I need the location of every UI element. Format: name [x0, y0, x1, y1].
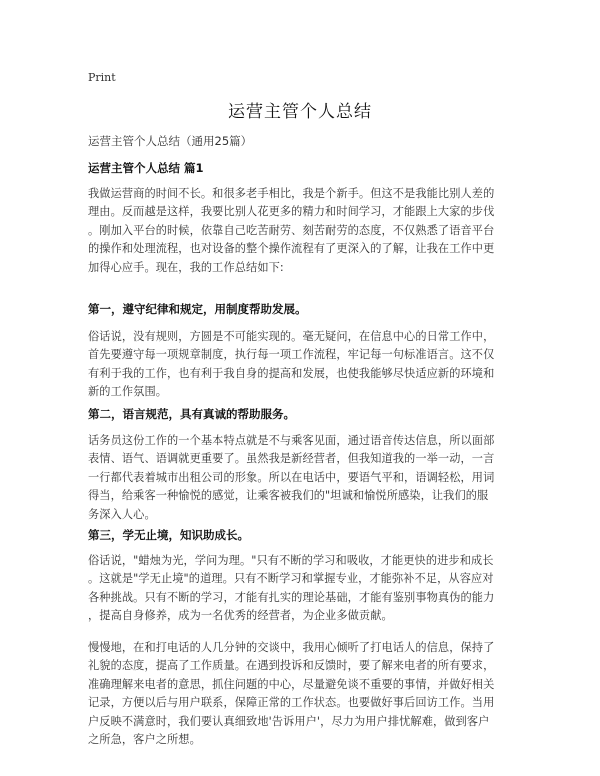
text-line: 之所急，客户之所想。: [88, 733, 201, 747]
section2-heading: 第二，语言规范，具有真诚的帮助服务。: [88, 407, 295, 421]
text-line: 一行都代表着城市出租公司的形象。所以在电话中，要语气平和，语调轻松，用词: [88, 470, 495, 484]
text-line: 的操作和处理流程，也对设备的整个操作流程有了更深入的了解，让我在工作中更: [88, 242, 495, 256]
text-line: 首先要遵守每一项规章制度，执行每一项工作流程，牢记每一句标准语言。这不仅: [88, 348, 495, 362]
text-line: 。这就是"学无止境"的道理。只有不断学习和掌握专业，才能弥补不足，从容应对: [88, 572, 494, 586]
print-link[interactable]: Print: [88, 71, 116, 84]
text-line: 有利于我的工作，也有利于我自身的提高和发展，也使我能够尽快适应新的环境和: [88, 366, 495, 380]
closing-paragraph: [88, 639, 518, 749]
text-line: 户反映不满意时，我们要认真细致地'告诉用户'，尽力为用户排忧解难，做到客户: [88, 714, 490, 728]
intro-paragraph: [88, 185, 518, 277]
text-line: 表情、语气、语调就更重要了。虽然我是新经营者，但我知道我的一举一动，一言: [88, 452, 495, 466]
text-line: 务深入人心。: [88, 507, 156, 521]
page-title: 运营主管个人总结: [228, 102, 372, 122]
text-line: 各种挑战。只有不断的学习，才能有扎实的理论基础，才能有鉴别事物真伪的能力: [88, 590, 495, 604]
text-line: 礼貌的态度，提高了工作质量。在遇到投诉和反馈时，要了解来电者的所有要求，: [88, 659, 495, 673]
section1-paragraph: [88, 328, 518, 402]
section2-paragraph: [88, 432, 518, 524]
article-heading: 运营主管个人总结 篇1: [88, 161, 204, 175]
text-line: 新的工作氛围。: [88, 385, 168, 399]
text-line: 加得心应手。现在，我的工作总结如下:: [88, 260, 284, 274]
text-line: 俗话说，没有规则，方圆是不可能实现的。毫无疑问，在信息中心的日常工作中，: [88, 330, 495, 343]
section3-heading: 第三，学无止境，知识助成长。: [88, 528, 249, 542]
section3-paragraph: [88, 552, 518, 626]
text-line: 。刚加入平台的时候，依靠自己吃苦耐劳、刻苦耐劳的态度，不仅熟悉了语音平台: [88, 223, 495, 237]
text-line: 俗话说，"蜡烛为光，学问为理。"只有不断的学习和吸收，才能更快的进步和成长: [88, 554, 494, 567]
text-line: 理由。反而越是这样，我要比别人花更多的精力和时间学习，才能跟上大家的步伐: [88, 205, 495, 219]
subtitle: 运营主管个人总结（通用25篇）: [88, 134, 253, 148]
text-line: 慢慢地，在和打电话的人几分钟的交谈中，我用心倾听了打电话人的信息，保持了: [88, 641, 495, 654]
text-line: 我做运营商的时间不长。和很多老手相比，我是个新手。但这不是我能比别人差的: [88, 187, 495, 200]
text-line: 得当，给乘客一种愉悦的感觉，让乘客被我们的"坦诚和愉悦所感染，让我们的服: [88, 489, 489, 503]
section1-heading: 第一，遵守纪律和规定，用制度帮助发展。: [88, 302, 307, 316]
text-line: 话务员这份工作的一个基本特点就是不与乘客见面，通过语音传达信息，所以面部: [88, 434, 495, 447]
text-line: 准确理解来电者的意思，抓住问题的中心，尽量避免谈不重要的事情，并做好相关: [88, 677, 495, 691]
text-line: ，提高自身修养，成为一名优秀的经营者，为企业多做贡献。: [88, 609, 393, 623]
text-line: 记录，方便以后与用户联系，保障正常的工作状态。也要做好事后回访工作。当用: [88, 696, 495, 710]
